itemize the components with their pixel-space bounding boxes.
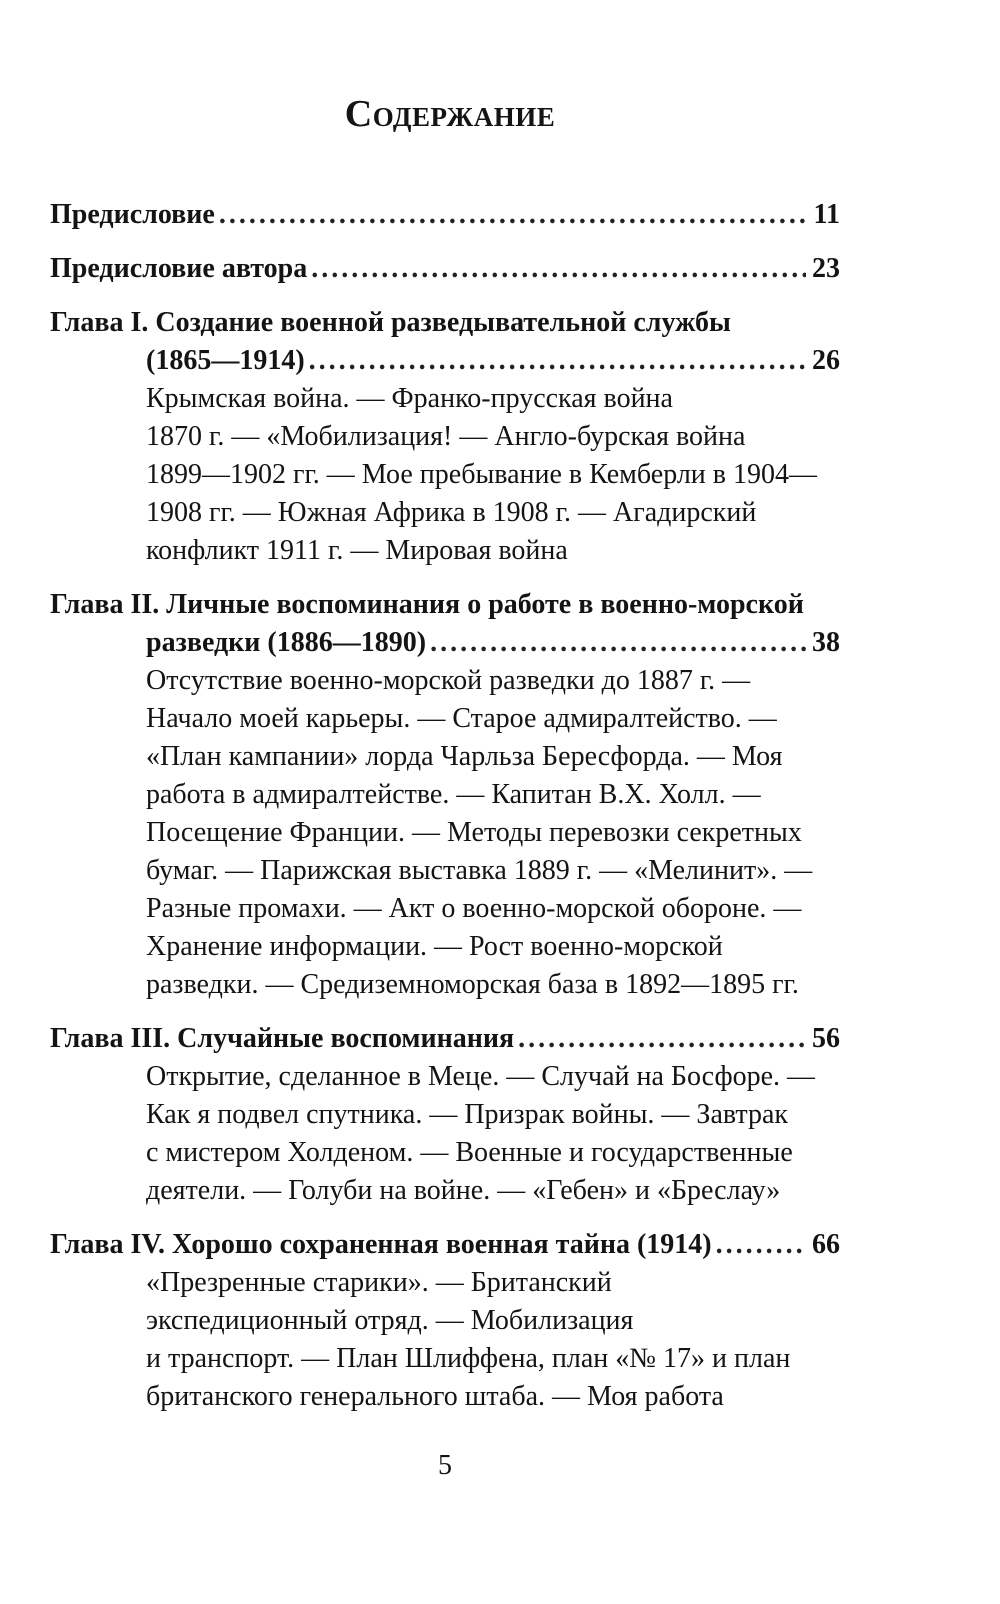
- summary-line: работа в адмиралтействе. — Капитан В.Х. Холл. —: [146, 779, 761, 810]
- table-of-contents: [50, 196, 840, 1432]
- toc-line: [50, 1226, 840, 1264]
- summary-line: деятели. — Голуби на войне. — «Гебен» и «Бреслау»: [146, 1175, 781, 1206]
- leader-dots: [311, 250, 806, 288]
- leader-dots: [430, 624, 806, 662]
- toc-entry-title-line: Глава I. Создание военной разведывательной службы: [50, 307, 731, 338]
- summary-line: и транспорт. — План Шлиффена, план «№ 17» и план: [146, 1343, 791, 1374]
- toc-line: [50, 1020, 840, 1058]
- toc-page-number: 11: [813, 199, 840, 230]
- toc-entry-title: Глава III. Случайные воспоминания: [50, 1023, 515, 1054]
- toc-entry-chapter-3: [50, 1020, 840, 1210]
- toc-line: [50, 624, 840, 662]
- toc-line: [50, 196, 840, 234]
- summary-line: Посещение Франции. — Методы перевозки секретных: [146, 817, 802, 848]
- toc-page-number: 38: [812, 627, 840, 658]
- toc-entry-chapter-1: [50, 304, 840, 570]
- leader-dots: [309, 342, 806, 380]
- toc-entry-title-line: Глава II. Личные воспоминания о работе в военно-морской: [50, 589, 804, 620]
- toc-entry-title-continuation: разведки (1886—1890): [146, 627, 427, 658]
- toc-entry-author-preface: [50, 250, 840, 288]
- toc-line: [50, 250, 840, 288]
- summary-line: Хранение информации. — Рост военно-морской: [146, 931, 723, 962]
- summary-line: 1899—1902 гг. — Мое пребывание в Кемберли в 1904—: [146, 459, 818, 490]
- toc-entry-summary: [50, 1264, 840, 1416]
- toc-page-number: 23: [812, 253, 840, 284]
- toc-entry-title: Предисловие автора: [50, 253, 308, 284]
- summary-line: разведки. — Средиземноморская база в 1892—1895 гг.: [146, 969, 799, 1000]
- toc-entry-title-continuation: (1865—1914): [146, 345, 305, 376]
- summary-line: Отсутствие военно-морской разведки до 1887 г. —: [146, 665, 751, 696]
- toc-page-number: 26: [812, 345, 840, 376]
- summary-line: с мистером Холденом. — Военные и государственные: [146, 1137, 793, 1168]
- summary-line: Разные промахи. — Акт о военно-морской обороне. —: [146, 893, 802, 924]
- page-number: 5: [438, 1450, 452, 1481]
- leader-dots: [219, 196, 808, 234]
- toc-entry-title: Глава IV. Хорошо сохраненная военная тайна (1914): [50, 1229, 712, 1260]
- summary-line: бумаг. — Парижская выставка 1889 г. — «Мелинит». —: [146, 855, 813, 886]
- toc-entry-summary: [50, 380, 840, 570]
- toc-page-number: 56: [812, 1023, 840, 1054]
- leader-dots: [716, 1226, 806, 1264]
- summary-line: Открытие, сделанное в Меце. — Случай на Босфоре. —: [146, 1061, 816, 1092]
- summary-line: Как я подвел спутника. — Призрак войны. — Завтрак: [146, 1099, 789, 1130]
- summary-line: экспедиционный отряд. — Мобилизация: [146, 1305, 634, 1336]
- summary-line: Крымская война. — Франко-прусская война: [146, 383, 673, 414]
- summary-line: 1908 гг. — Южная Африка в 1908 г. — Агадирский: [146, 497, 757, 528]
- toc-entry-chapter-4: [50, 1226, 840, 1416]
- page-title: Содержание: [344, 93, 556, 135]
- toc-page-number: 66: [812, 1229, 840, 1260]
- summary-line: «План кампании» лорда Чарльза Бересфорда. — Моя: [146, 741, 783, 772]
- toc-entry-chapter-2: [50, 586, 840, 1004]
- summary-line: 1870 г. — «Мобилизация! — Англо-бурская война: [146, 421, 746, 452]
- toc-entry-preface: [50, 196, 840, 234]
- summary-line: конфликт 1911 г. — Мировая война: [146, 535, 568, 566]
- toc-line: [50, 342, 840, 380]
- leader-dots: [518, 1020, 806, 1058]
- toc-entry-summary: [50, 1058, 840, 1210]
- toc-entry-title: Предисловие: [50, 199, 215, 230]
- summary-line: Начало моей карьеры. — Старое адмиралтейство. —: [146, 703, 777, 734]
- summary-line: «Презренные старики». — Британский: [146, 1267, 612, 1298]
- summary-line: британского генерального штаба. — Моя работа: [146, 1381, 724, 1412]
- toc-entry-summary: [50, 662, 840, 1004]
